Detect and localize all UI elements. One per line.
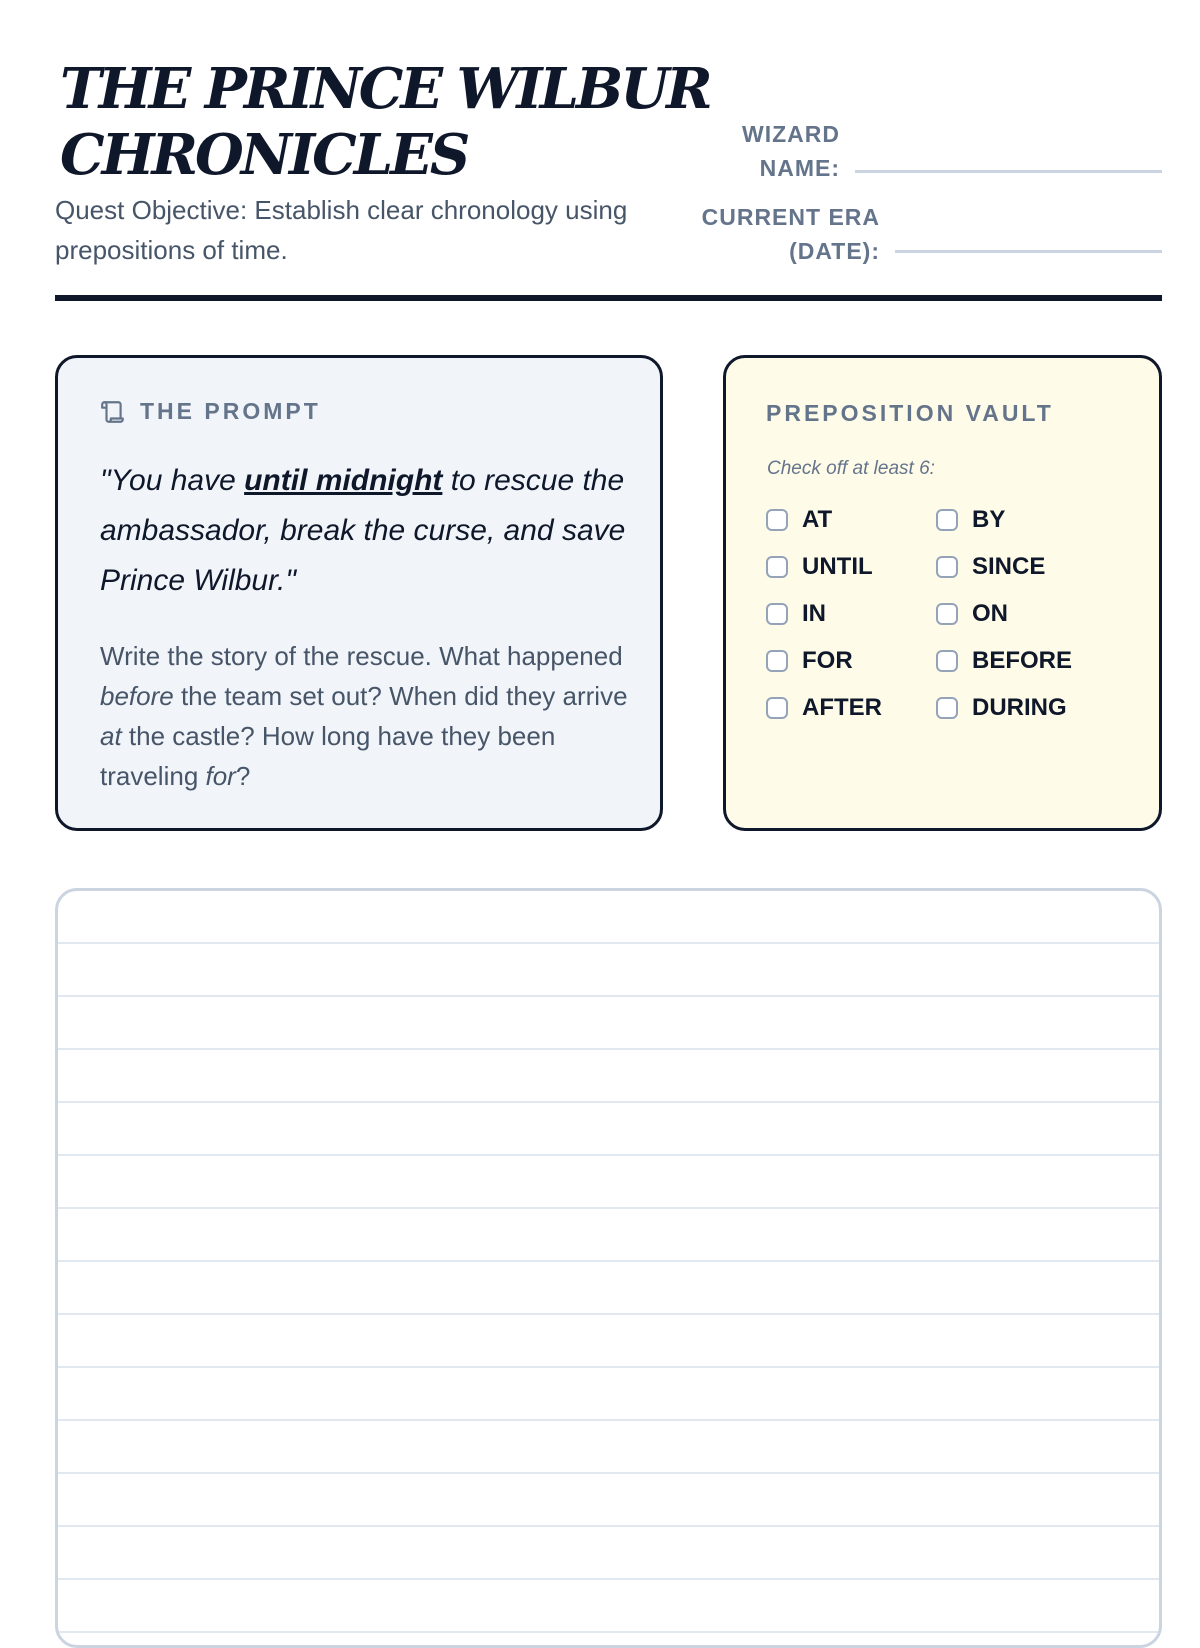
checkbox[interactable]	[936, 603, 958, 625]
current-era-label: CURRENT ERA (DATE):	[701, 204, 880, 264]
vault-item-since[interactable]: SINCE	[936, 553, 1106, 580]
scroll-icon	[100, 399, 126, 425]
checkbox[interactable]	[936, 650, 958, 672]
vault-item-for[interactable]: FOR	[766, 647, 936, 674]
current-era-field[interactable]	[895, 250, 1162, 253]
quest-objective: Quest Objective: Establish clear chronology using prepositions of time.	[55, 195, 628, 265]
wizard-name-field[interactable]	[855, 170, 1162, 173]
vault-item-until[interactable]: UNTIL	[766, 553, 936, 580]
checkbox[interactable]	[936, 509, 958, 531]
vault-item-by[interactable]: BY	[936, 506, 1106, 533]
vault-item-on[interactable]: ON	[936, 600, 1106, 627]
vault-item-at[interactable]: AT	[766, 506, 936, 533]
title-line-1: THE PRINCE WILBUR	[60, 56, 710, 122]
vault-item-before[interactable]: BEFORE	[936, 647, 1106, 674]
checkbox[interactable]	[936, 556, 958, 578]
wizard-name-label: WIZARD NAME:	[742, 121, 840, 181]
vault-heading: PREPOSITION VAULT	[766, 400, 1054, 426]
vault-checklist	[766, 506, 1146, 721]
checkbox[interactable]	[766, 697, 788, 719]
story-writing-area[interactable]	[55, 888, 1162, 1648]
preposition-vault-card	[723, 355, 1162, 831]
worksheet-page	[55, 0, 1162, 1600]
prompt-card	[55, 355, 663, 831]
quote-emphasis: until midnight	[244, 464, 443, 497]
page-title	[60, 56, 740, 188]
prompt-instructions: Write the story of the rescue. What happened before the team set out? When did they arrive at the castle? How long have they been traveling for?	[100, 641, 628, 791]
prompt-quote: "You have until midnight to rescue the ambassador, break the curse, and save Prince Wilbur."	[100, 464, 626, 597]
prompt-heading-label: THE PROMPT	[140, 398, 321, 424]
checkbox[interactable]	[766, 650, 788, 672]
checkbox[interactable]	[766, 509, 788, 531]
vault-item-during[interactable]: DURING	[936, 694, 1106, 721]
checkbox[interactable]	[766, 603, 788, 625]
title-line-2: CHRONICLES	[60, 122, 468, 188]
checkbox[interactable]	[766, 556, 788, 578]
checkbox[interactable]	[936, 697, 958, 719]
prompt-heading	[100, 398, 321, 425]
vault-item-in[interactable]: IN	[766, 600, 936, 627]
header-divider	[55, 295, 1162, 301]
vault-item-after[interactable]: AFTER	[766, 694, 936, 721]
vault-instruction: Check off at least 6:	[767, 458, 935, 479]
